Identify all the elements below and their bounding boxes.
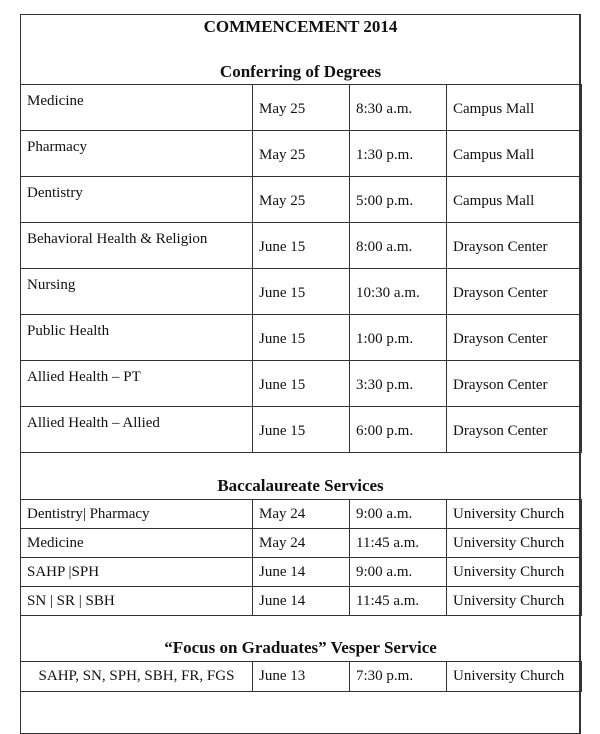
event-date: June 15	[253, 361, 350, 407]
table-row	[21, 131, 582, 177]
table-row	[21, 315, 582, 361]
section-title-vesper: “Focus on Graduates” Vesper Service	[164, 638, 437, 657]
event-date: June 15	[253, 315, 350, 361]
event-time: 7:30 p.m.	[350, 662, 447, 692]
event-name: Dentistry	[21, 177, 253, 223]
event-name: SN | SR | SBH	[21, 587, 253, 616]
event-time: 6:00 p.m.	[350, 407, 447, 453]
event-time: 1:00 p.m.	[350, 315, 447, 361]
event-time: 8:00 a.m.	[350, 223, 447, 269]
event-date: June 15	[253, 407, 350, 453]
event-name: SAHP |SPH	[21, 558, 253, 587]
event-date: May 24	[253, 500, 350, 529]
event-location: Campus Mall	[447, 177, 582, 223]
event-date: May 24	[253, 529, 350, 558]
event-location: Drayson Center	[447, 223, 582, 269]
event-name: Pharmacy	[21, 131, 253, 177]
event-location: Drayson Center	[447, 269, 582, 315]
baccalaureate-table	[20, 499, 582, 616]
vesper-table	[20, 661, 582, 692]
event-location: Campus Mall	[447, 131, 582, 177]
event-name: Behavioral Health & Religion	[21, 223, 253, 269]
event-date: June 13	[253, 662, 350, 692]
event-name: Allied Health – Allied	[21, 407, 253, 453]
event-time: 10:30 a.m.	[350, 269, 447, 315]
table-row	[21, 269, 582, 315]
event-location: Drayson Center	[447, 361, 582, 407]
event-date: June 14	[253, 587, 350, 616]
event-date: May 25	[253, 131, 350, 177]
event-date: May 25	[253, 85, 350, 131]
event-time: 9:00 a.m.	[350, 500, 447, 529]
event-location: University Church	[447, 500, 582, 529]
table-row	[21, 407, 582, 453]
event-time: 3:30 p.m.	[350, 361, 447, 407]
table-row	[21, 662, 582, 692]
event-name: Dentistry| Pharmacy	[21, 500, 253, 529]
event-location: University Church	[447, 662, 582, 692]
event-time: 5:00 p.m.	[350, 177, 447, 223]
table-row	[21, 85, 582, 131]
event-location: Drayson Center	[447, 407, 582, 453]
event-name: Medicine	[21, 529, 253, 558]
event-date: June 14	[253, 558, 350, 587]
event-location: Drayson Center	[447, 315, 582, 361]
event-name: Medicine	[21, 85, 253, 131]
event-name: SAHP, SN, SPH, SBH, FR, FGS	[21, 662, 253, 692]
event-time: 1:30 p.m.	[350, 131, 447, 177]
section-title-degrees: Conferring of Degrees	[219, 62, 382, 81]
event-location: University Church	[447, 529, 582, 558]
event-time: 9:00 a.m.	[350, 558, 447, 587]
table-row	[21, 587, 582, 616]
table-row	[21, 361, 582, 407]
event-time: 8:30 a.m.	[350, 85, 447, 131]
degrees-table	[20, 84, 582, 453]
table-row	[21, 500, 582, 529]
event-location: Campus Mall	[447, 85, 582, 131]
event-date: May 25	[253, 177, 350, 223]
table-row	[21, 177, 582, 223]
page-title: COMMENCEMENT 2014	[203, 17, 398, 36]
table-row	[21, 529, 582, 558]
table-row	[21, 558, 582, 587]
event-time: 11:45 a.m.	[350, 587, 447, 616]
event-time: 11:45 a.m.	[350, 529, 447, 558]
event-name: Nursing	[21, 269, 253, 315]
event-date: June 15	[253, 223, 350, 269]
event-name: Allied Health – PT	[21, 361, 253, 407]
table-row	[21, 223, 582, 269]
event-location: University Church	[447, 587, 582, 616]
event-name: Public Health	[21, 315, 253, 361]
event-date: June 15	[253, 269, 350, 315]
event-location: University Church	[447, 558, 582, 587]
section-title-baccalaureate: Baccalaureate Services	[217, 476, 384, 495]
